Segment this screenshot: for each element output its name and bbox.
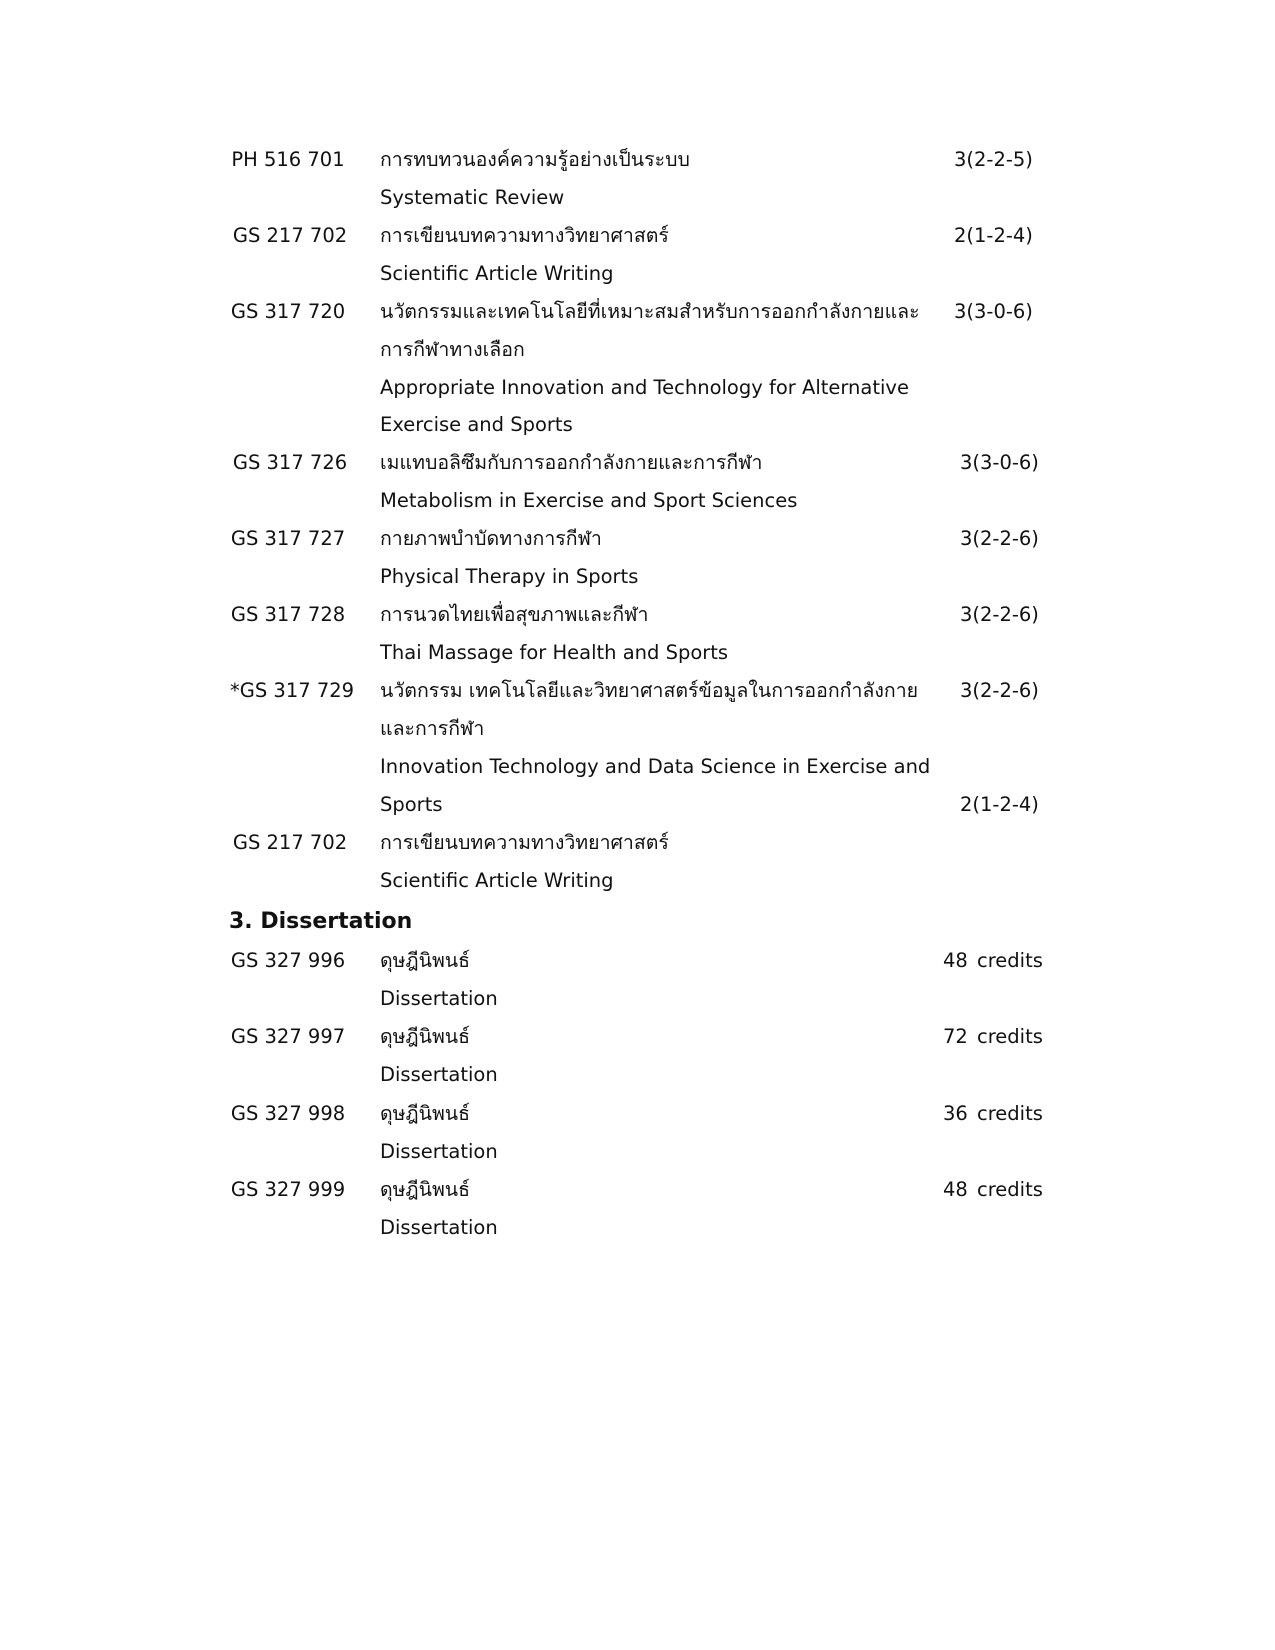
course-credits: 3(3-0-6) — [960, 451, 1039, 474]
course-credits: 2(1-2-4) — [954, 224, 1033, 247]
course-title-thai: นวัตกรรมและเทคโนโลยีที่เหมาะสมสำหรับการออกกำลังกายและ — [380, 300, 920, 323]
course-title-english: Appropriate Innovation and Technology for Alternative — [380, 376, 909, 399]
course-title-thai: เมแทบอลิซึมกับการออกกำลังกายและการกีฬา — [380, 451, 763, 474]
course-title-thai: ดุษฎีนิพนธ์ — [380, 949, 471, 972]
course-title-english: Systematic Review — [380, 186, 565, 209]
credit-number: 36 — [943, 1102, 968, 1125]
course-title-thai-cont: และการกีฬา — [380, 717, 485, 740]
course-title-thai: กายภาพบำบัดทางการกีฬา — [380, 527, 602, 550]
course-title-english: Thai Massage for Health and Sports — [380, 641, 729, 664]
course-credits: 3(2-2-6) — [960, 679, 1039, 702]
course-title-thai: การทบทวนองค์ความรู้อย่างเป็นระบบ — [380, 148, 690, 171]
section-heading-dissertation: 3. Dissertation — [229, 909, 413, 934]
course-title-english-cont: Exercise and Sports — [380, 413, 573, 436]
course-title-english: Dissertation — [380, 987, 498, 1010]
course-title-thai: นวัตกรรม เทคโนโลยีและวิทยาศาสตร์ข้อมูลในการออกกำลังกาย — [380, 679, 919, 702]
course-code: GS 327 997 — [230, 1025, 346, 1048]
course-code: GS 327 996 — [230, 949, 346, 972]
course-credits: 3(2-2-6) — [960, 527, 1039, 550]
credit-unit: credits — [977, 949, 1043, 972]
course-code: GS 317 726 — [232, 451, 348, 474]
credit-unit: credits — [977, 1178, 1043, 1201]
course-title-thai-cont: การกีฬาทางเลือก — [380, 338, 525, 361]
course-title-english: Dissertation — [380, 1140, 498, 1163]
course-title-thai: ดุษฎีนิพนธ์ — [380, 1102, 471, 1125]
course-title-thai: การเขียนบทความทางวิทยาศาสตร์ — [380, 831, 669, 854]
course-code: GS 327 999 — [230, 1178, 346, 1201]
course-title-english: Innovation Technology and Data Science in Exercise and — [380, 755, 931, 778]
course-credits: 3(2-2-6) — [960, 603, 1039, 626]
course-title-thai: การเขียนบทความทางวิทยาศาสตร์ — [380, 224, 669, 247]
course-credits: 3(3-0-6) — [954, 300, 1033, 323]
course-title-english: Physical Therapy in Sports — [380, 565, 639, 588]
course-title-english: Scientific Article Writing — [380, 869, 614, 892]
credit-number: 48 — [943, 949, 968, 972]
course-title-english: Scientific Article Writing — [380, 262, 614, 285]
course-credits: 3(2-2-5) — [954, 148, 1033, 171]
course-code: GS 217 702 — [232, 224, 348, 247]
course-title-english: Metabolism in Exercise and Sport Sciences — [380, 489, 798, 512]
course-code: GS 317 728 — [230, 603, 346, 626]
course-title-thai: การนวดไทยเพื่อสุขภาพและกีฬา — [380, 603, 649, 626]
course-code: *GS 317 729 — [230, 679, 355, 702]
course-code: PH 516 701 — [231, 148, 345, 171]
credit-unit: credits — [977, 1025, 1043, 1048]
course-code: GS 317 727 — [230, 527, 346, 550]
credit-number: 72 — [943, 1025, 968, 1048]
course-credits: 2(1-2-4) — [960, 793, 1039, 816]
course-title-thai: ดุษฎีนิพนธ์ — [380, 1025, 471, 1048]
course-code: GS 217 702 — [232, 831, 348, 854]
credit-number: 48 — [943, 1178, 968, 1201]
course-title-english-cont: Sports — [380, 793, 443, 816]
course-title-thai: ดุษฎีนิพนธ์ — [380, 1178, 471, 1201]
course-title-english: Dissertation — [380, 1063, 498, 1086]
course-code: GS 327 998 — [230, 1102, 346, 1125]
course-title-english: Dissertation — [380, 1216, 498, 1239]
credit-unit: credits — [977, 1102, 1043, 1125]
course-code: GS 317 720 — [230, 300, 346, 323]
